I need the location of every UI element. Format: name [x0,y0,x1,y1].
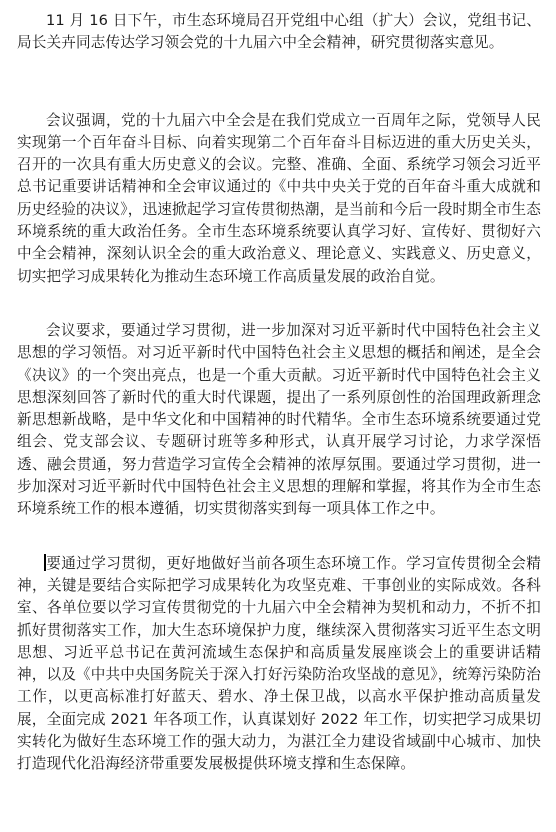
paragraph-meeting-requirements: 会议要求，要通过学习贯彻，进一步加深对习近平新时代中国特色社会主义思想的学习领悟。对习近平新时代中国特色社会主义思想的概括和阐述，是全会《决议》的一个突出亮点，也是一个重大贡献。习近平新时代中国特色社会主义思想深刻回答了新时代的重大时代课题，提出了一系列原创性的治国理政新理念新思想新战略，是中华文化和中国精神的时代精华。全市生态环境系统要通过党组会、党支部会议、专题研讨班等多种形式，认真开展学习讨论，力求学深悟透、融会贯通，努力营造学习宣传全会精神的浓厚氛围。要通过学习贯彻，进一步加深对习近平新时代中国特色社会主义思想的理解和掌握，将其作为全市生态环境系统工作的根本遵循，切实贯彻落实到每一项具体工作之中。 [17,321,541,518]
paragraph-meeting-emphasis: 会议强调，党的十九届六中全会是在我们党成立一百周年之际，党领导人民实现第一个百年奋斗目标、向着实现第二个百年奋斗目标迈进的重大历史关头，召开的一次具有重大历史意义的会议。完整、准确、全面、系统学习领会习近平总书记重要讲话精神和全会审议通过的《中共中央关于党的百年奋斗重大成就和历史经验的决议》，迅速掀起学习宣传贯彻热潮，是当前和今后一段时期全市生态环境系统的重大政治任务。全市生态环境系统要认真学习好、宣传好、贯彻好六中全会精神，深刻认识全会的重大政治意义、理论意义、实践意义、历史意义，切实把学习成果转化为推动生态环境工作高质量发展的政治自觉。 [17,111,541,285]
document-body [17,10,541,776]
paragraph-meeting-intro: 11 月 16 日下午，市生态环境局召开党组中心组（扩大）会议，党组书记、局长关卉同志传达学习领会党的十九届六中全会精神，研究贯彻落实意见。 [17,12,541,52]
paragraph-work-implementation-text: 要通过学习贯彻，更好地做好当前各项生态环境工作。学习宣传贯彻全会精神，关键是要结合实际把学习成果转化为攻坚克难、干事创业的实际成效。各科室、各单位要以学习宣传贯彻党的十九届六中全会精神为契机和动力，不折不扣抓好贯彻落实工作，加大生态环境保护力度，继续深入贯彻落实习近平生态文明思想、习近平总书记在黄河流域生态保护和高质量发展座谈会上的重要讲话精神，以及《中共中央国务院关于深入打好污染防治攻坚战的意见》，统筹污染防治工作，以更高标准打好蓝天、碧水、净土保卫战，以高水平保护推动高质量发展，全面完成 2021 年各项工作，认真谋划好 2022 年工作，切实把学习成果切实转化为做好生态环境工作的强大动力，为湛江全力建设省域副中心城市、加快打造现代化沿海经济带重要发展极提供环境支撑和生态保障。 [17,554,541,773]
paragraph-work-implementation[interactable] [17,553,541,776]
